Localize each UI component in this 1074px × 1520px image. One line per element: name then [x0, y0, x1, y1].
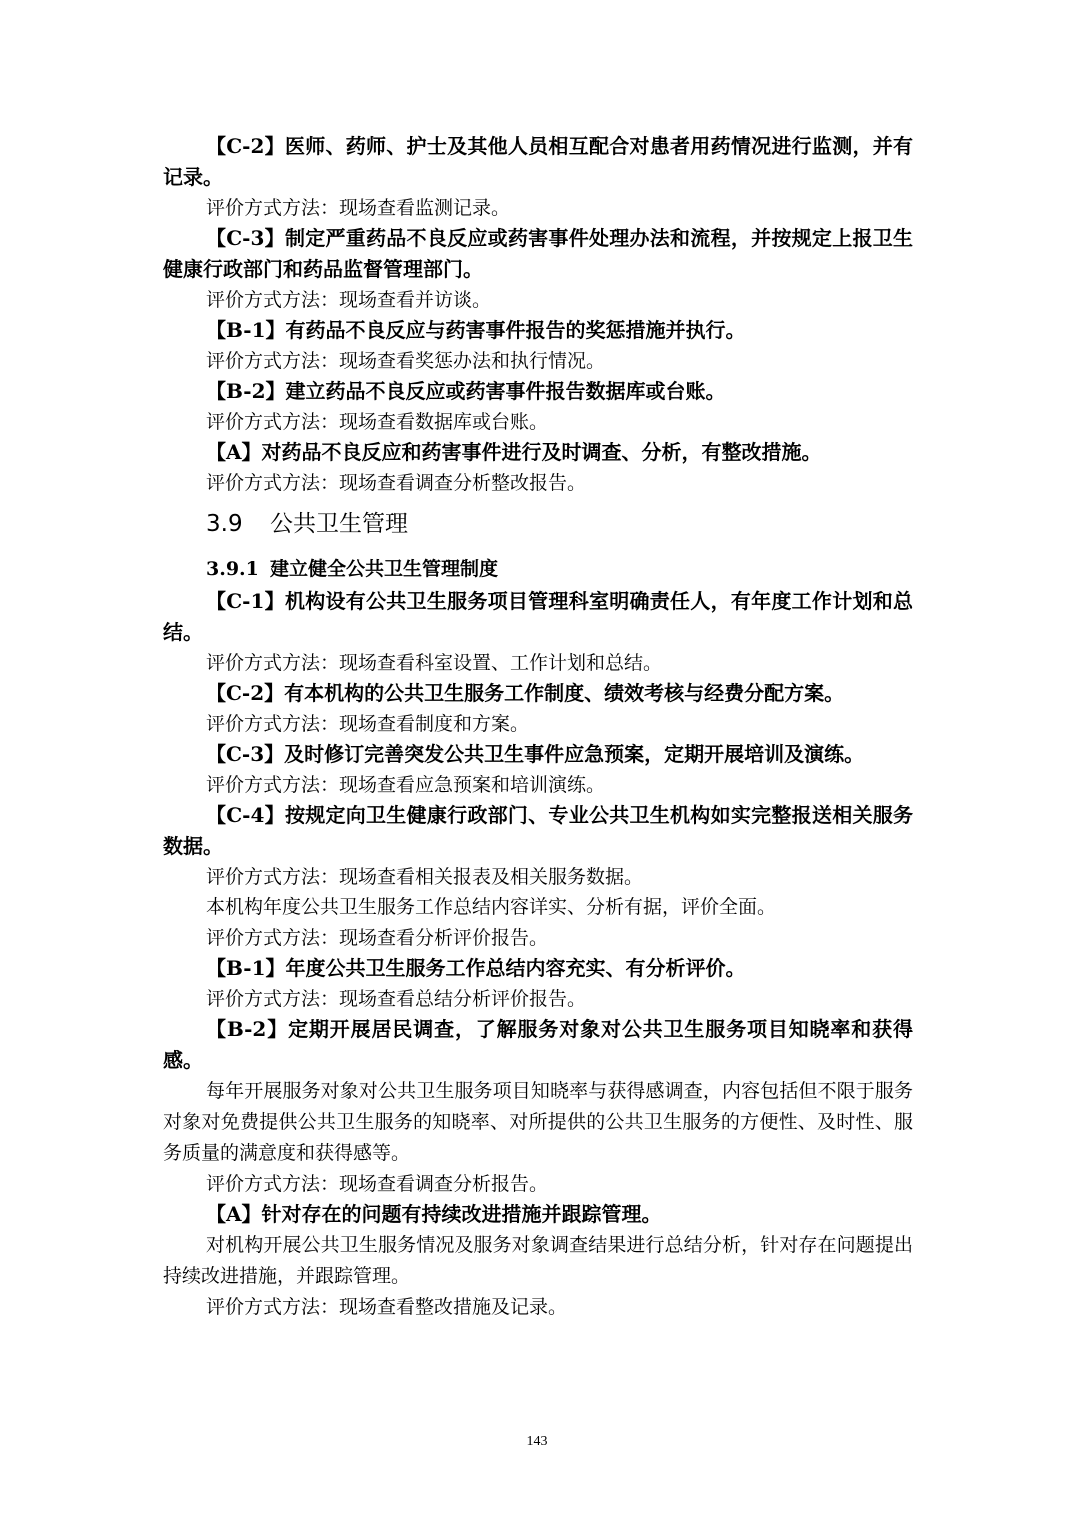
section-number: 3.9	[206, 511, 243, 537]
criterion-item: 【B-2】建立药品不良反应或药害事件报告数据库或台账。	[206, 379, 726, 403]
evaluation-method: 评价方式方法：现场查看相关报表及相关服务数据。	[206, 866, 644, 888]
evaluation-method: 评价方式方法：现场查看奖惩办法和执行情况。	[206, 350, 606, 372]
evaluation-method: 评价方式方法：现场查看调查分析报告。	[206, 1173, 549, 1195]
subsection-number: 3.9.1	[206, 558, 259, 580]
body-paragraph: 每年开展服务对象对公共卫生服务项目知晓率与获得感调查，内容包括但不限于服务对象对免费提供公共卫生服务的知晓率、对所提供的公共卫生服务的方便性、及时性、服务质量的满意度和获得感等。	[163, 1080, 913, 1164]
evaluation-method: 评价方式方法：现场查看监测记录。	[206, 197, 511, 219]
evaluation-method: 评价方式方法：现场查看科室设置、工作计划和总结。	[206, 652, 663, 674]
criterion-item: 【C-2】医师、药师、护士及其他人员相互配合对患者用药情况进行监测，并有记录。	[163, 134, 913, 189]
criteria-list-after	[163, 586, 913, 1322]
criterion-item: 【C-3】及时修订完善突发公共卫生事件应急预案，定期开展培训及演练。	[206, 742, 865, 766]
criteria-list-before	[163, 131, 913, 498]
criterion-item: 【B-1】年度公共卫生服务工作总结内容充实、有分析评价。	[206, 956, 746, 980]
criterion-item: 【B-1】有药品不良反应与药害事件报告的奖惩措施并执行。	[206, 318, 746, 342]
evaluation-method: 评价方式方法：现场查看调查分析整改报告。	[206, 472, 587, 494]
criterion-item: 【C-2】有本机构的公共卫生服务工作制度、绩效考核与经费分配方案。	[206, 681, 845, 705]
page-number: 143	[526, 1434, 548, 1449]
page-content	[163, 131, 913, 1322]
evaluation-method: 评价方式方法：现场查看应急预案和培训演练。	[206, 774, 606, 796]
criterion-item: 【A】对药品不良反应和药害事件进行及时调查、分析，有整改措施。	[206, 440, 822, 464]
subsection-title: 建立健全公共卫生管理制度	[270, 558, 499, 580]
evaluation-method: 评价方式方法：现场查看并访谈。	[206, 289, 492, 311]
body-paragraph: 本机构年度公共卫生服务工作总结内容详实、分析有据，评价全面。	[206, 896, 777, 918]
criterion-item: 【B-2】定期开展居民调查，了解服务对象对公共卫生服务项目知晓率和获得感。	[163, 1017, 913, 1072]
criterion-item: 【C-4】按规定向卫生健康行政部门、专业公共卫生机构如实完整报送相关服务数据。	[163, 803, 913, 858]
evaluation-method: 评价方式方法：现场查看总结分析评价报告。	[206, 988, 587, 1010]
section-heading	[163, 504, 913, 544]
evaluation-method: 评价方式方法：现场查看分析评价报告。	[206, 927, 549, 949]
evaluation-method: 评价方式方法：现场查看数据库或台账。	[206, 411, 549, 433]
subsection-heading	[163, 552, 913, 586]
criterion-item: 【C-3】制定严重药品不良反应或药害事件处理办法和流程，并按规定上报卫生健康行政部门和药品监督管理部门。	[163, 226, 913, 281]
body-paragraph: 对机构开展公共卫生服务情况及服务对象调查结果进行总结分析，针对存在问题提出持续改进措施，并跟踪管理。	[163, 1234, 913, 1287]
criterion-item: 【A】针对存在的问题有持续改进措施并跟踪管理。	[206, 1202, 662, 1226]
section-title: 公共卫生管理	[270, 511, 408, 537]
criterion-item: 【C-1】机构设有公共卫生服务项目管理科室明确责任人，有年度工作计划和总结。	[163, 589, 913, 644]
evaluation-method: 评价方式方法：现场查看整改措施及记录。	[206, 1296, 568, 1318]
evaluation-method: 评价方式方法：现场查看制度和方案。	[206, 713, 530, 735]
